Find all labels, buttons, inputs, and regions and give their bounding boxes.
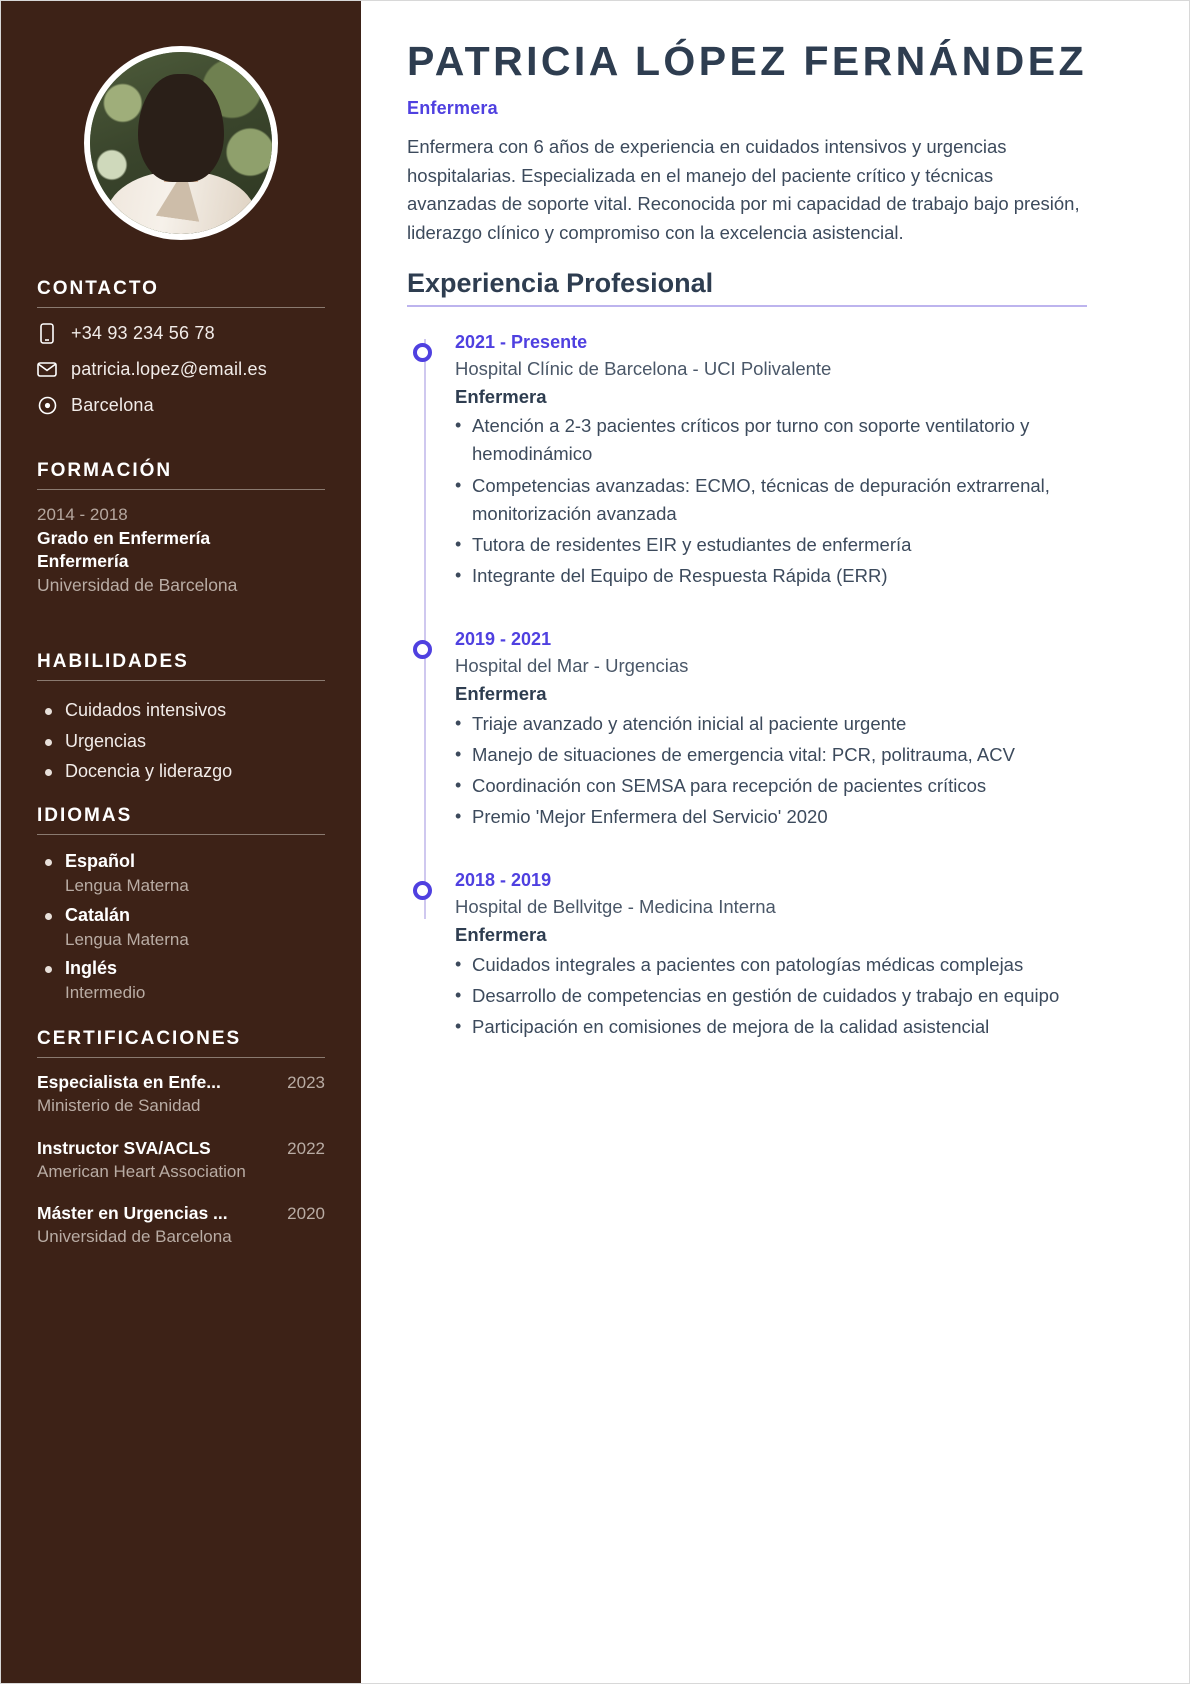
list-item: • Tutora de residentes EIR y estudiantes de enfermería: [455, 531, 1087, 559]
contact-email-row[interactable]: [37, 358, 325, 380]
contact-phone-row[interactable]: [37, 322, 325, 344]
professional-summary: Enfermera con 6 años de experiencia en cuidados intensivos y urgencias hospitalarias. Especializada en el manejo del paciente crítico y técnicas avanzadas de soporte vital. Reconocida por mi capacidad de trabajo bajo presión, liderazgo clínico y compromiso con la excelencia asistencial.: [407, 136, 1080, 244]
certifications-section-title: CERTIFICACIONES: [37, 1027, 242, 1049]
divider: [37, 1057, 325, 1058]
certification-year: 2023: [287, 1072, 325, 1092]
sidebar: [1, 1, 361, 1683]
experience-bullets: [455, 412, 1087, 590]
education-degree: Grado en Enfermería: [37, 527, 211, 548]
list-item: • Premio 'Mejor Enfermera del Servicio' 2020: [455, 803, 1087, 831]
education-field: Enfermería: [37, 551, 129, 572]
location-pin-icon: [37, 394, 57, 416]
language-level: Lengua Materna: [65, 929, 189, 949]
experience-role: Enfermera: [455, 682, 547, 704]
list-item: • Coordinación con SEMSA para recepción de pacientes críticos: [455, 772, 1087, 800]
experience-role: Enfermera: [455, 385, 547, 407]
list-item: • Desarrollo de competencias en gestión de cuidados y trabajo en equipo: [455, 982, 1087, 1010]
list-item: Urgencias: [37, 726, 325, 757]
experience-role: Enfermera: [455, 923, 547, 945]
avatar: [84, 46, 278, 240]
list-item: Docencia y liderazgo: [37, 756, 325, 787]
language-level: Lengua Materna: [65, 875, 189, 895]
list-item: Cuidados intensivos: [37, 695, 325, 726]
list-item: • Competencias avanzadas: ECMO, técnicas de depuración extrarrenal, monitorización avanzada: [455, 472, 1087, 528]
contact-email-value: patricia.lopez@email.es: [71, 358, 267, 379]
list-item: [37, 1138, 325, 1185]
skills-section: [1, 651, 361, 787]
education-section: [1, 460, 361, 597]
language-name: Inglés: [65, 958, 118, 979]
divider: [37, 489, 325, 490]
experience-item: [455, 867, 1087, 1041]
languages-section-title: IDIOMAS: [37, 805, 133, 827]
email-icon: [37, 358, 57, 380]
certification-name: Instructor SVA/ACLS: [37, 1137, 211, 1158]
divider: [37, 680, 325, 681]
list-item: [37, 903, 325, 952]
page-title: PATRICIA LÓPEZ FERNÁNDEZ: [407, 38, 1087, 84]
list-item: [37, 849, 325, 898]
list-item: • Participación en comisiones de mejora de la calidad asistencial: [455, 1013, 1087, 1041]
certification-year: 2022: [287, 1138, 325, 1158]
timeline-dot-icon: [413, 640, 432, 659]
timeline-line: [424, 339, 426, 919]
certification-name: Máster en Urgencias ...: [37, 1203, 228, 1224]
avatar-photo: [90, 52, 272, 234]
experience-company: Hospital Clínic de Barcelona - UCI Polivalente: [455, 357, 832, 379]
experience-dates: 2018 - 2019: [455, 870, 552, 891]
list-item: • Atención a 2-3 pacientes críticos por turno con soporte ventilatorio y hemodinámico: [455, 412, 1087, 468]
certification-org: American Heart Association: [37, 1161, 246, 1181]
skills-section-title: HABILIDADES: [37, 651, 189, 673]
education-school: Universidad de Barcelona: [37, 575, 238, 596]
list-item: • Triaje avanzado y atención inicial al paciente urgente: [455, 710, 1087, 738]
list-item: • Cuidados integrales a pacientes con patologías médicas complejas: [455, 951, 1087, 979]
divider: [407, 305, 1087, 307]
certification-org: Ministerio de Sanidad: [37, 1095, 201, 1115]
experience-bullets: [455, 710, 1087, 831]
experience-timeline: [407, 329, 1087, 1041]
skills-list: [37, 695, 325, 787]
education-section-title: FORMACIÓN: [37, 460, 173, 481]
experience-item: [455, 626, 1087, 831]
experience-dates: 2021 - Presente: [455, 331, 588, 352]
contact-location-value: Barcelona: [71, 394, 154, 415]
certification-name: Especialista en Enfe...: [37, 1071, 221, 1092]
job-title: Enfermera: [407, 98, 498, 119]
experience-item: [455, 329, 1087, 590]
language-name: Catalán: [65, 904, 131, 925]
experience-bullets: [455, 951, 1087, 1041]
list-item: [37, 1203, 325, 1250]
experience-company: Hospital de Bellvitge - Medicina Interna: [455, 896, 776, 918]
education-dates: 2014 - 2018: [37, 505, 128, 524]
phone-icon: [37, 322, 57, 344]
list-item: [37, 1072, 325, 1119]
experience-company: Hospital del Mar - Urgencias: [455, 655, 689, 677]
avatar-container: [1, 1, 361, 278]
main-content: [361, 1, 1190, 1683]
divider: [37, 834, 325, 835]
experience-section-title: Experiencia Profesional: [407, 267, 714, 298]
contact-location-row[interactable]: [37, 394, 325, 416]
list-item: [37, 956, 325, 1005]
list-item: • Manejo de situaciones de emergencia vital: PCR, politrauma, ACV: [455, 741, 1087, 769]
divider: [37, 307, 325, 308]
contact-section: [1, 278, 361, 416]
timeline-dot-icon: [413, 881, 432, 900]
languages-section: [1, 805, 361, 1005]
language-level: Intermedio: [65, 983, 146, 1003]
timeline-dot-icon: [413, 343, 432, 362]
language-name: Español: [65, 851, 136, 872]
contact-section-title: CONTACTO: [37, 278, 159, 299]
certifications-section: [1, 1028, 361, 1250]
contact-phone-value: +34 93 234 56 78: [71, 322, 215, 343]
experience-dates: 2019 - 2021: [455, 629, 552, 650]
certification-year: 2020: [287, 1204, 325, 1224]
certification-org: Universidad de Barcelona: [37, 1227, 232, 1247]
education-item: [37, 504, 325, 597]
list-item: • Integrante del Equipo de Respuesta Rápida (ERR): [455, 562, 1087, 590]
